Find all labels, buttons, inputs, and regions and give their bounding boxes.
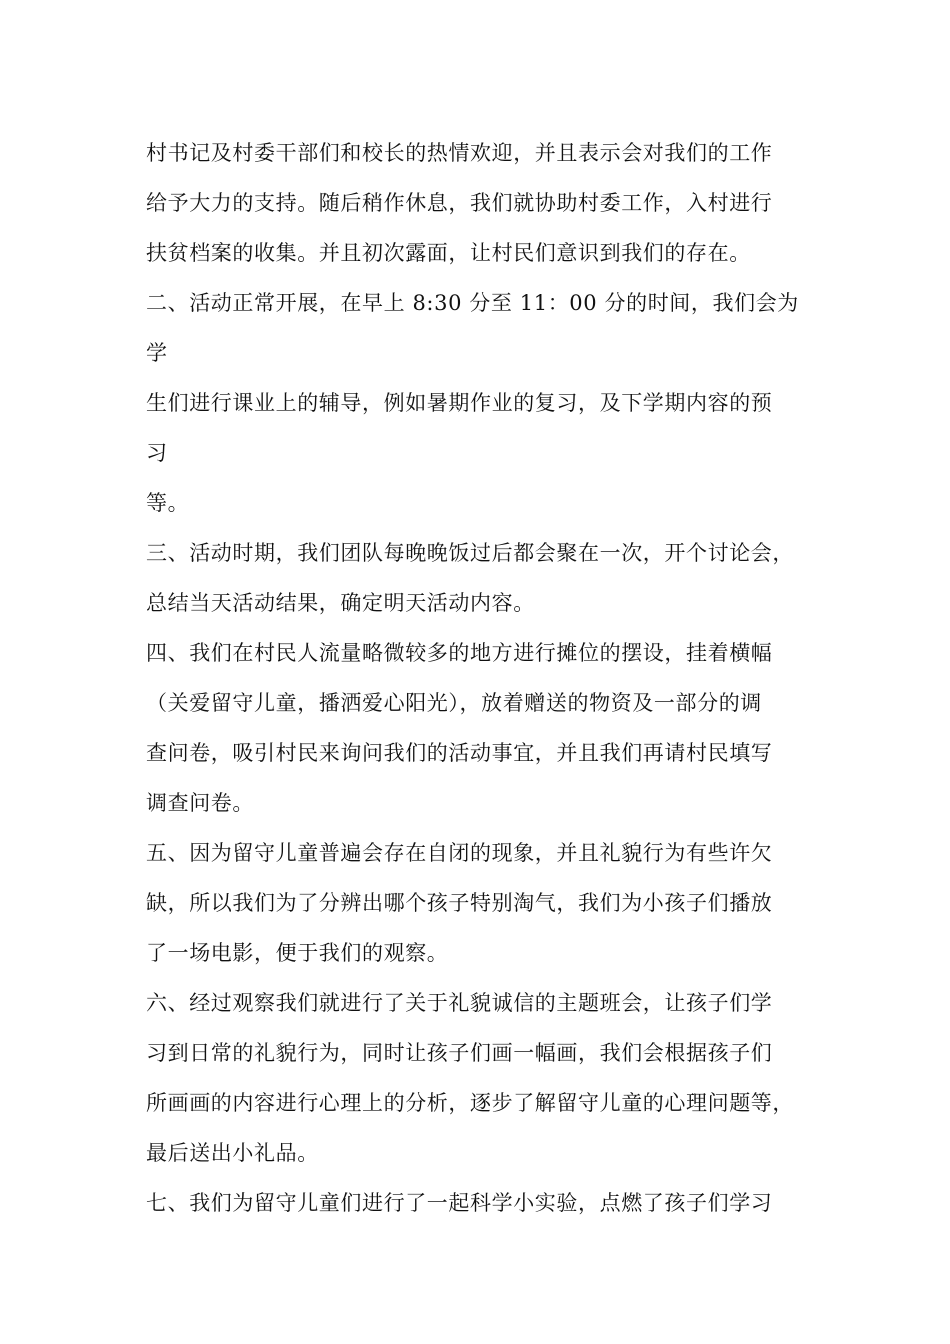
text-line: 七、我们为留守儿童们进行了一起科学小实验，点燃了孩子们学习 bbox=[146, 1191, 773, 1215]
text-line: 查问卷，吸引村民来询问我们的活动事宜，并且我们再请村民填写 bbox=[146, 741, 773, 765]
text-line: 习 bbox=[146, 441, 168, 465]
text-line: 六、经过观察我们就进行了关于礼貌诚信的主题班会，让孩子们学 bbox=[146, 991, 773, 1015]
text-line: （关爱留守儿童，播洒爱心阳光），放着赠送的物资及一部分的调 bbox=[146, 691, 762, 715]
text-line: 给予大力的支持。随后稍作休息，我们就协助村委工作，入村进行 bbox=[146, 191, 773, 215]
text-line: 调查问卷。 bbox=[146, 791, 254, 815]
text-line: 村书记及村委干部们和校长的热情欢迎，并且表示会对我们的工作 bbox=[146, 141, 773, 165]
text-line: 四、我们在村民人流量略微较多的地方进行摊位的摆设，挂着横幅 bbox=[146, 641, 773, 665]
text-line: 习到日常的礼貌行为，同时让孩子们画一幅画，我们会根据孩子们 bbox=[146, 1041, 773, 1065]
text-line: 缺，所以我们为了分辨出哪个孩子特别淘气，我们为小孩子们播放 bbox=[146, 891, 773, 915]
text-line: 生们进行课业上的辅导，例如暑期作业的复习，及下学期内容的预 bbox=[146, 391, 773, 415]
text-line: 二、活动正常开展，在早上 8:30 分至 11：00 分的时间，我们会为 bbox=[146, 291, 799, 315]
text-line: 三、活动时期，我们团队每晚晚饭过后都会聚在一次，开个讨论会， bbox=[146, 541, 794, 565]
text-line: 所画画的内容进行心理上的分析，逐步了解留守儿童的心理问题等， bbox=[146, 1091, 794, 1115]
text-line: 最后送出小礼品。 bbox=[146, 1141, 319, 1165]
text-line: 等。 bbox=[146, 491, 190, 515]
text-line: 了一场电影，便于我们的观察。 bbox=[146, 941, 449, 965]
text-line: 总结当天活动结果，确定明天活动内容。 bbox=[146, 591, 535, 615]
text-line: 五、因为留守儿童普遍会存在自闭的现象，并且礼貌行为有些许欠 bbox=[146, 841, 773, 865]
text-line: 扶贫档案的收集。并且初次露面，让村民们意识到我们的存在。 bbox=[146, 241, 751, 265]
text-line: 学 bbox=[146, 341, 168, 365]
